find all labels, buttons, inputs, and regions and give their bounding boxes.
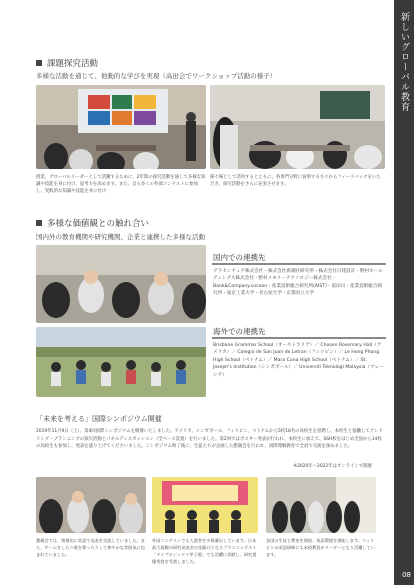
side-tab-label: 新しいグローバル教育 [399,12,409,112]
page-number: 08 [402,571,411,579]
symposium-body: 2019年11月9日（土）、第4回国際シンポジウムを開催いたしました。アメリカ、シンガポール、フィリピン、ベトナムから5校18名の高校生を招聘し、本校生と協働してアンドリング・プランニングの探究活動とパネルディスカッション（全ベース設置）を行いました。第2回ではポスター発表が行われ、本校生に加えて、SSH校をはじめ全国から14校の高校生も参加し、発表を盛り上げてくださいました。シンポジウム終了後に、生徒たちが企画した懇親会を行われ、国際理解教育で全員で交流を深めました。 [36,429,383,450]
photo-outdoor-children [36,327,206,397]
bullet-square-icon [36,220,42,226]
photo-classroom-presentation [36,85,206,169]
domestic-partners-title: 国内での連携先 [213,253,266,262]
overseas-title-underline [212,337,386,339]
domestic-partners-list: グラセンチュア株式会社・株式会社新潮社研究所・株式会社日建設計・野村ホールディングス株式会社・野村メモリーテクノロジー株式会社・Bank&Company.cocoon・産業技術総合研究所(AIST)・富田川・産業技術総合研究所・東京工業大学・名古屋大学・京都府立大学 [213,269,383,297]
side-tab [394,0,414,585]
photo-award-stage [152,477,258,533]
section2-heading: 多様な価値観との触れ合い [36,217,149,229]
caption-reception: 懇親会では、情報的に英語で発表を交流していました。また、ゲームをしたり歌を歌ったりして和やかな雰囲気に包まれていました。 [36,538,145,557]
section1-paragraph-right: 様々場として活用するとともに、各専門分野に従事する方々からフィードバックをいただき、探究活動をさらに充実させます。 [210,175,381,187]
photo-reception [36,477,146,533]
photo-corridor-group [266,477,376,533]
symposium-title: 「未来を考える」国際シンポジウム開催 [36,415,162,423]
caption-award: 外国コンテストでも入賞者を多数輩出しています。日本最大規模の研究発表会の先駆けとなるプランコンテスト「マイプロジェクト甲子園」でも活躍に貢献し、研究賞優秀賞を受賞しました。 [152,538,257,564]
overseas-partners-title: 海外での連携先 [213,327,266,336]
photo-students-seated [36,245,206,323]
caption-corridor: 各国の生徒と教室を開放、英語環境を堪能します。フィリピンの英語研修にも本校教員がリーダーとなり活躍しています。 [266,538,375,557]
domestic-title-underline [212,263,386,265]
photo-group-discussion [210,85,385,169]
section1-heading: 課題探究活動 [36,57,98,69]
section2-subheading: 国内外の教育機関や研究機関、企業と連携した多様な活動 [36,233,205,241]
symposium-note: ※2020年〜2022年はオンラインで開催 [293,464,372,469]
bullet-square-icon [36,60,42,66]
overseas-partners-list: Brisbane Grammar School（オーストラリア）／ Chosen Rosemary Hall（アメリカ）／ Colegio de San Juan de Letran（フィリピン）／ Le Hong Phong High School（ベトナム）／ Mara Cuna High School（ベトナム）／ St. Joseph's Institution（シンガポール）／ Universiti Teknologi Malaysia（マレーシア） [213,343,384,378]
section1-subheading: 多様な活動を通じて、他動的な学びを実現（高田会でワークショップ活動の様子） [36,72,277,80]
section1-paragraph-left: 授業、グローバルリーダーとして活躍するために、2年間の探究活動を通して多様な知識や技能を身に付け、思考力を高めます。また、自ら多くの外部コンテストに参加し、実践的な知識や技能を身に付け [36,175,206,194]
